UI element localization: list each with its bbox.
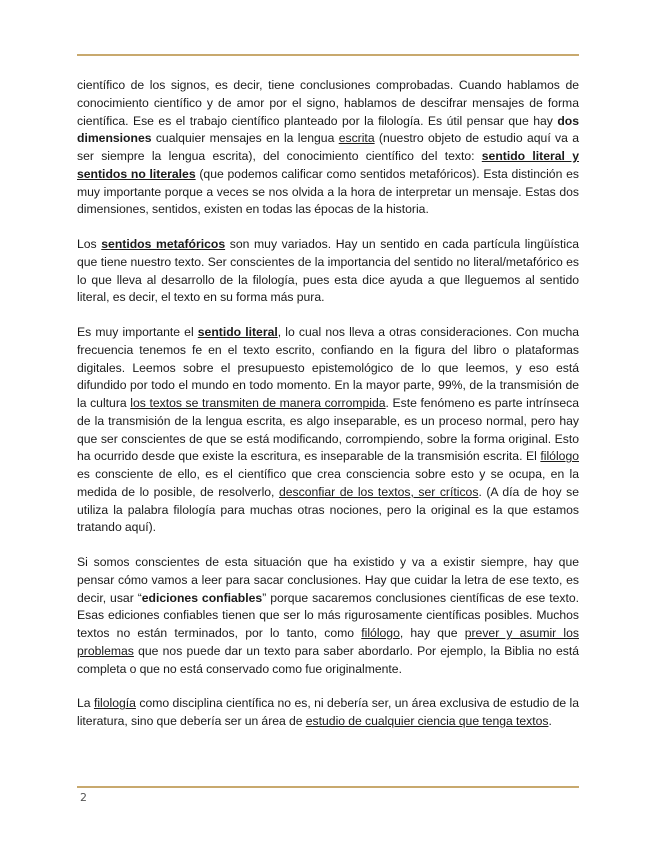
page-number: 2 bbox=[80, 791, 87, 804]
paragraph: Si somos conscientes de esta situación que ha existido y va a existir siempre, hay que pensar cómo vamos a leer para sacar conclusiones. Hay que cuidar la letra de ese texto, es decir, usar “ediciones confiables” porque sacaremos conclusiones científicas de ese texto. Esas ediciones confiables tienen que ser lo más rigurosamente científicas posibles. Muchos textos no están terminados, por lo tanto, como filólogo, hay que prever y asumir los problemas que nos puede dar un texto para saber abordarlo. Por ejemplo, la Biblia no está completa o que no está conservado como fue originalmente. bbox=[77, 555, 579, 676]
paragraph: científico de los signos, es decir, tiene conclusiones comprobadas. Cuando hablamos de conocimiento científico y de amor por el signo, hablamos de descifrar mensajes de forma científica. Ese es el trabajo científico planteado por la filología. Es útil pensar que hay dos dimensiones cualquier mensajes en la lengua escrita (nuestro objeto de estudio aquí va a ser siempre la lengua escrita), del conocimiento científico del texto: sentido literal y sentidos no literales (que podemos calificar como sentidos metafóricos). Esta distinción es muy importante porque a veces se nos olvida a la hora de interpretar un mensaje. Estas dos dimensiones, sentidos, existen en todas las épocas de la historia. bbox=[77, 78, 580, 217]
header-rule bbox=[77, 54, 579, 56]
document-body bbox=[77, 77, 579, 748]
paragraph: La filología como disciplina científica no es, ni debería ser, un área exclusiva de estudio de la literatura, sino que debería ser un área de estudio de cualquier ciencia que tenga textos. bbox=[77, 696, 579, 728]
paragraph: Es muy importante el sentido literal, lo cual nos lleva a otras consideraciones. Con mucha frecuencia tenemos fe en el texto escrito, confiando en la figura del libro o plataformas digitales. Leemos sobre el presupuesto epistemológico de lo que leemos, y eso está difundido por todo el mundo en todo momento. En la mayor parte, 99%, de la transmisión de la cultura los textos se transmiten de manera corrompida. Este fenómeno es parte intrínseca de la transmisión de la lengua escrita, es algo inseparable, es un proceso normal, pero hay que ser conscientes de que se está modificando, corrompiendo, sobre la forma original. Esto ha ocurrido desde que existe la escritura, es inseparable de la transmisión escrita. El filólogo es consciente de ello, es el científico que crea consciencia sobre esto y se ocupa, en la medida de lo posible, de resolverlo, desconfiar de los textos, ser críticos. (A día de hoy se utiliza la palabra filología para muchas otras nociones, pero la original es la que estamos tratando aquí). bbox=[77, 325, 580, 535]
footer-rule bbox=[77, 786, 579, 788]
paragraph: Los sentidos metafóricos son muy variados. Hay un sentido en cada partícula lingüística que tiene nuestro texto. Ser conscientes de la importancia del sentido no literal/metafórico es lo que lleva al desarrollo de la filología, pues esta dice ayuda a que lleguemos al sentido literal, es decir, el texto en su forma más pura. bbox=[77, 237, 579, 305]
